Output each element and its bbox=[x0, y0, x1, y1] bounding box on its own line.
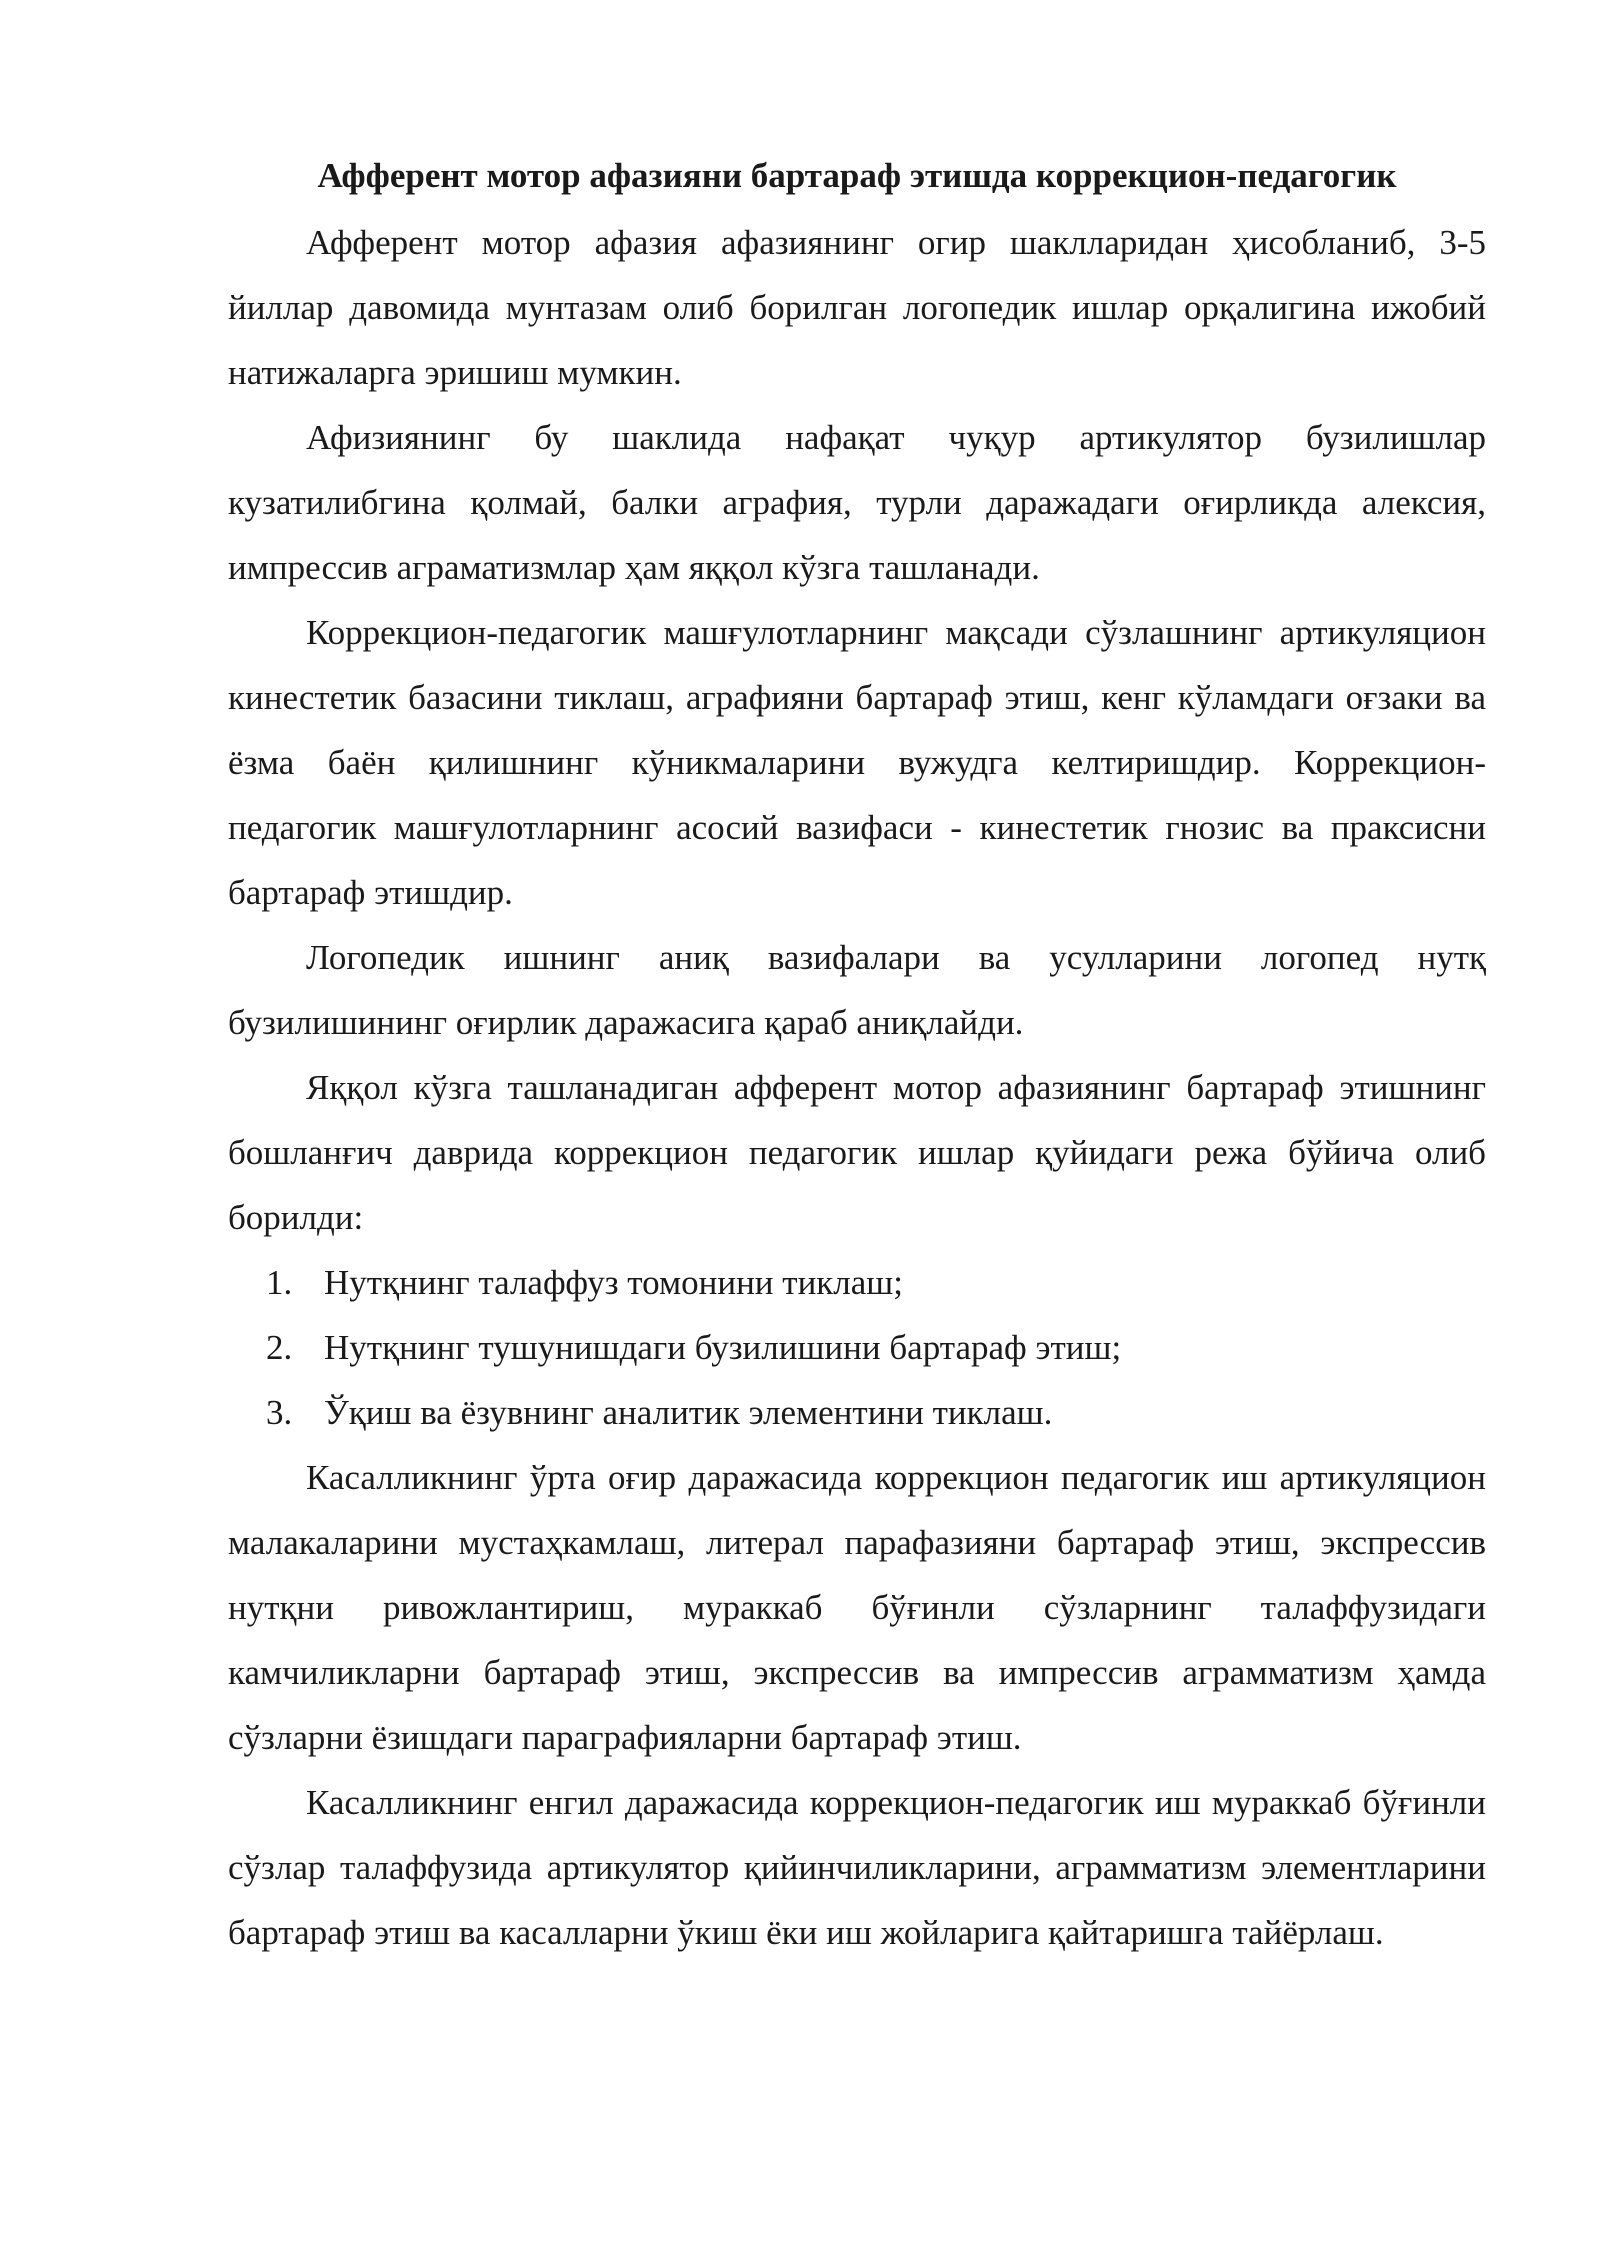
list-item bbox=[228, 1315, 1486, 1380]
list-item-text: Нутқнинг тушунишдаги бузилишини бартараф этиш; bbox=[324, 1328, 1122, 1367]
list-item-number: 3. bbox=[266, 1393, 293, 1432]
paragraph: Афферент мотор афазия афазиянинг огир шаклларидан ҳисобланиб, 3-5 йиллар давомида мунтазам олиб борилган логопедик ишлар орқалигина ижобий натижаларга эришиш мумкин. bbox=[228, 223, 1486, 392]
list-item bbox=[228, 1380, 1486, 1445]
list-item-text: Нутқнинг талаффуз томонини тиклаш; bbox=[324, 1263, 903, 1302]
document-title: Афферент мотор афазияни бартараф этишда коррекцион-педагогик bbox=[317, 156, 1397, 195]
paragraph: Яққол кўзга ташланадиган афферент мотор афазиянинг бартараф этишнинг бошланғич даврида коррекцион педагогик ишлар қуйидаги режа бўйича олиб борилди: bbox=[228, 1068, 1486, 1237]
list-item bbox=[228, 1250, 1486, 1315]
numbered-list bbox=[228, 1250, 1486, 1445]
paragraph: Афизиянинг бу шаклида нафақат чуқур артикулятор бузилишлар кузатилибгина қолмай, балки аграфия, турли даражадаги оғирликда алексия, импрессив аграматизмлар ҳам яққол кўзга ташланади. bbox=[228, 418, 1486, 587]
paragraph: Касалликнинг енгил даражасида коррекцион-педагогик иш мураккаб бўғинли сўзлар талаффузида артикулятор қийинчиликларини, аграмматизм элементларини бартараф этиш ва касалларни ўкиш ёки иш жойларига қайтаришга тайёрлаш. bbox=[228, 1783, 1486, 1952]
document-page bbox=[228, 146, 1486, 1965]
paragraph: Логопедик ишнинг аниқ вазифалари ва усулларини логопед нутқ бузилишининг оғирлик даражасига қараб аниқлайди. bbox=[228, 938, 1486, 1042]
paragraph: Коррекцион-педагогик машғулотларнинг мақсади сўзлашнинг артикуляцион кинестетик базасини тиклаш, аграфияни бартараф этиш, кенг кўламдаги оғзаки ва ёзма баён қилишнинг кўникмаларини вужудга келтиришдир. Коррекцион-педагогик машғулотларнинг асосий вазифаси - кинестетик гнозис ва праксисни бартараф этишдир. bbox=[228, 613, 1486, 912]
list-item-number: 2. bbox=[266, 1328, 293, 1367]
list-item-number: 1. bbox=[266, 1263, 293, 1302]
list-item-text: Ўқиш ва ёзувнинг аналитик элементини тиклаш. bbox=[324, 1393, 1053, 1432]
paragraph: Касалликнинг ўрта оғир даражасида коррекцион педагогик иш артикуляцион малакаларини мустаҳкамлаш, литерал парафазияни бартараф этиш, экспрессив нутқни ривожлантириш, мураккаб бўғинли сўзларнинг талаффузидаги камчиликларни бартараф этиш, экспрессив ва импрессив аграмматизм ҳамда сўзларни ёзишдаги параграфияларни бартараф этиш. bbox=[228, 1458, 1486, 1757]
